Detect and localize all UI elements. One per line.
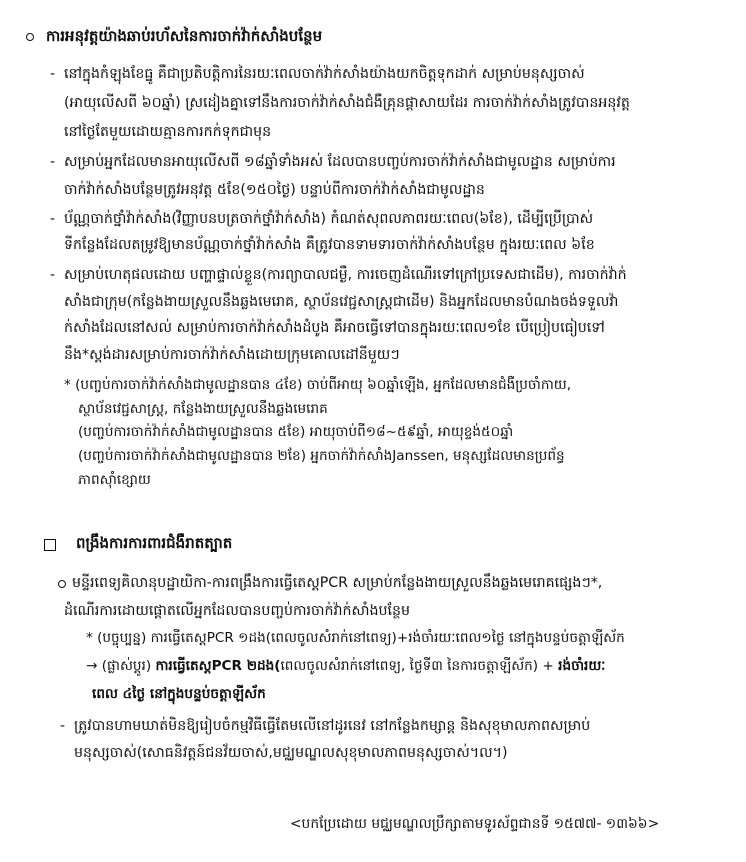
paragraph-line: នៅក្នុងកំឡុងខែធ្នូ គឺជាប្រតិបត្តិការនៃរយៈពេលចាក់វ៉ាក់សាំងយ៉ាងយកចិត្តទុកដាក់ សម្រាប់មនុស្សចាស់ (64, 66, 585, 82)
note-line-bold: ពេល ៤ថ្ងៃ នៅក្នុងបន្ទប់ចត្តាឡីស័ក (92, 686, 266, 702)
dash-bullet: - (50, 267, 56, 283)
note-line: * (បច្ចុប្បន្ន) ការធ្វើតេស្តPCR ១ដង(ពេលចូលសំរាក់នៅពេទ្យ)+រង់ចាំរយៈពេល១ថ្ងៃ នៅក្នុងបន្ទប់ចត្តាឡីស័ក (86, 630, 625, 646)
note-line: * (បញ្ចប់ការចាក់វ៉ាក់សាំងជាមូលដ្ឋានបាន ៤ខែ) ចាប់ពីអាយុ ៦០ឆ្នាំឡើង, អ្នកដែលមានជំងឺប្រចាំកាយ, (64, 377, 572, 393)
note-line: (បញ្ចប់ការចាក់វ៉ាក់សាំងជាមូលដ្ឋានបាន ២ខែ) អ្នកចាក់វ៉ាក់សាំងJanssen, មនុស្សដែលមានប្រព័ន្ធ (78, 448, 565, 464)
section-1-bullet (26, 33, 34, 41)
dash-bullet: - (50, 154, 56, 170)
note-line: (បញ្ចប់ការចាក់វ៉ាក់សាំងជាមូលដ្ឋានបាន ៥ខែ) អាយុចាប់ពី១៨~៥៩ឆ្នាំ, អាយុខ្ទង់៥០ឆ្នាំ (78, 424, 514, 440)
paragraph-line: (អាយុលើសពី ៦០ឆ្នាំ) ស្រដៀងគ្នាទៅនឹងការចាក់វ៉ាក់សាំងជំងឺគ្រុនផ្តាសាយដែរ ការចាក់វ៉ាក់សាំងត្រូវបានអនុវត្ត (64, 95, 630, 111)
note-bold-b: រង់ចាំរយៈ (558, 658, 606, 674)
paragraph-line: ត្រូវបានហាមឃាត់មិនឱ្យរៀបចំកម្មវិធីធ្វើតែមលើនៅដូរនេវ នៅកន្លែងកម្សាន្ត និងសុខុមាលភាពសម្រាប់ (74, 718, 591, 734)
paragraph-line: ក់សាំងដែលនៅសល់ សម្រាប់ការចាក់វ៉ាក់សាំងដំបូង គឺអាចធ្វើទៅបានក្នុងរយៈពេល១ខែ បើប្រៀបធៀបទៅ (64, 320, 605, 336)
paragraph-line: មន្ទីរពេទ្យគិលានុបដ្ឋាយិកា-ការពង្រឹងការធ្វើតេស្តPCR សម្រាប់កន្លែងងាយស្រួលនឹងឆ្លងមេរោគផ្សេងៗ*, (72, 575, 603, 591)
paragraph-line: សម្រាប់អ្នកដែលមានអាយុលើសពី ១៨ឆ្នាំទាំងអស់ ដែលបានបញ្ចប់ការចាក់វ៉ាក់សាំងជាមូលដ្ឋាន សម្រាប់ការ (64, 154, 616, 170)
paragraph-line: ដំណើរការដោយផ្តោតលើអ្នកដែលបានបញ្ចប់ការចាក់វ៉ាក់សាំងបន្ថែម (64, 603, 411, 619)
note-line: ស្ថាប័នវេជ្ជសាស្ត្រ, កន្លែងងាយស្រួលនឹងឆ្លងមេរោគ (78, 401, 328, 417)
paragraph-line: ចាក់វ៉ាក់សាំងបន្ថែមត្រូវអនុវត្ត ៥ខែ(១៥០ថ្ងៃ) បន្ទាប់ពីការចាក់វ៉ាក់សាំងជាមូលដ្ឋាន (64, 182, 485, 198)
source-citation: <បកប្រែដោយ មជ្ឈមណ្ឌលប្រឹក្សាតាមទូរស័ព្ទជានទី ១៥៧៧- ១៣៦៦> (290, 816, 660, 832)
section-2-checkbox-icon (44, 539, 56, 551)
paragraph-line: នឹង*ស្តង់ដារសម្រាប់ការចាក់វ៉ាក់សាំងដោយក្រុមគោលដៅនីមួយៗ (64, 347, 400, 363)
section-1-heading: ការអនុវត្តយ៉ាងឆាប់រហ័សនៃការចាក់វ៉ាក់សាំងបន្ថែម (46, 27, 323, 45)
note-bold-a: ការធ្វើតេស្តPCR ២ដង( (155, 658, 281, 674)
paragraph-line: ទីកន្លែងដែលតម្រូវឱ្យមានប័ណ្ណចាក់ថ្នាំវ៉ាក់សាំង គឺត្រូវបានទាមទារចាក់វ៉ាក់សាំងបន្ថែម ក្នុងរយៈពេល ៦ខែ (64, 237, 595, 253)
paragraph-line: មនុស្សចាស់(សោធនិវត្តន៍ជនវ័យចាស់,មជ្ឈមណ្ឌលសុខុមាលភាពមនុស្សចាស់។ល។) (74, 745, 508, 761)
paragraph-line: នៅថ្ងៃតែមួយដោយគ្មានការកក់ទុកជាមុន (64, 124, 272, 140)
paragraph-line: សម្រាប់ហេតុផលដោយ បញ្ហាផ្ទាល់ខ្លួន(ការព្យាបាលជម្ងឺ, ការចេញដំណើរទៅក្រៅប្រទេសជាដើម), ការចាក់វ៉ាក់ (64, 267, 627, 283)
paragraph-line: ប័ណ្ណចាក់ថ្នាំវ៉ាក់សាំង(វិញ្ញាបនបត្រចាក់ថ្នាំវ៉ាក់សាំង) កំណត់សុពលភាពរយៈពេល(៦ខែ), ដើម្បីប្រើប្រាស់ (64, 211, 594, 227)
paragraph-line: សាំងជាក្រុម(កន្លែងងាយស្រួលនឹងឆ្លងមេរោគ, ស្ថាប័នវេជ្ជសាស្ត្រជាដើម) និងអ្នកដែលមានបំណងចង់ទទួលវ៉ា (64, 294, 619, 310)
dash-bullet: - (50, 66, 56, 82)
dash-bullet: - (60, 718, 66, 734)
note-line: ភាពស៊ាំខ្សោយ (78, 472, 151, 488)
note-prefix: → (ផ្លាស់ប្តូរ) (86, 658, 152, 674)
note-mid: ពេលចូលសំរាក់នៅពេទ្យ, ថ្ងៃទី៣ នៃការចត្តាឡីស័ក) + (280, 658, 554, 674)
section-2-heading: ពង្រឹងការការពារជំងឺរាតត្បាត (76, 534, 233, 552)
dash-bullet: - (50, 211, 56, 227)
section-2-bullet (58, 580, 66, 588)
note-line-changed (86, 654, 605, 678)
